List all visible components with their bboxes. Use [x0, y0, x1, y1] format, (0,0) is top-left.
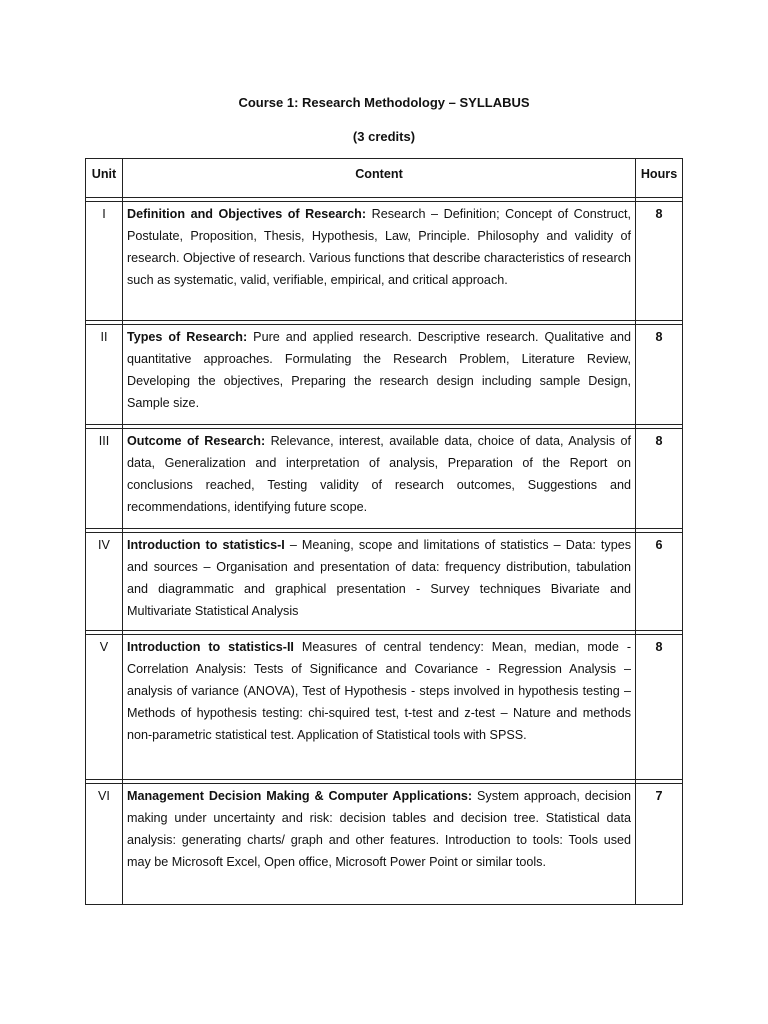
- unit-cell: III: [86, 429, 123, 529]
- content-heading: Management Decision Making & Computer Applications:: [126, 789, 473, 803]
- table-row: [86, 784, 683, 905]
- table-row: [86, 325, 683, 425]
- hours-cell: 8: [636, 429, 683, 529]
- table-header-row: [86, 159, 683, 198]
- syllabus-table: [85, 158, 683, 905]
- content-text: System approach, decision making under uncertainty and risk: decision tables and decision tree. Statistical data analysis: generating charts/ graph and other features. Introduction to tools: Tools used may be Microsoft Excel, Open office, Microsoft Power Point or similar tools.: [126, 789, 632, 869]
- hours-column-header: Hours: [636, 159, 683, 198]
- content-text: Relevance, interest, available data, choice of data, Analysis of data, Generalization and interpretation of analysis, Preparation of the Report on conclusions reached, Testing validity of research outcomes, Suggestions and recommendations, identifying future scope.: [126, 434, 632, 514]
- unit-cell: IV: [86, 533, 123, 631]
- content-cell: [122, 325, 635, 425]
- table-row: [86, 533, 683, 631]
- page-title: Course 1: Research Methodology – SYLLABUS: [238, 95, 530, 110]
- hours-cell: 7: [636, 784, 683, 905]
- table-row: [86, 429, 683, 529]
- content-text: Pure and applied research. Descriptive research. Qualitative and quantitative approaches. Formulating the Research Problem, Literature Review, Developing the objectives, Preparing the research design including sample Design, Sample size.: [126, 330, 632, 410]
- content-heading: Introduction to statistics-I: [126, 538, 285, 552]
- unit-column-header: Unit: [86, 159, 123, 198]
- unit-cell: V: [86, 635, 123, 780]
- content-text: Research – Definition; Concept of Construct, Postulate, Proposition, Thesis, Hypothesis, Law, Principle. Philosophy and validity of research. Objective of research. Various functions that describe characteristics of research such as systematic, valid, verifiable, empirical, and critical approach.: [126, 207, 632, 287]
- content-column-header: Content: [122, 159, 635, 198]
- hours-cell: 8: [636, 325, 683, 425]
- hours-cell: 8: [636, 202, 683, 321]
- table-row: [86, 202, 683, 321]
- unit-cell: II: [86, 325, 123, 425]
- hours-cell: 8: [636, 635, 683, 780]
- content-text: – Meaning, scope and limitations of statistics – Data: types and sources – Organisation and presentation of data: frequency distribution, tabulation and diagrammatic and graphical presentation - Survey techniques Bivariate and Multivariate Statistical Analysis: [126, 538, 632, 618]
- content-heading: Outcome of Research:: [126, 434, 266, 448]
- hours-cell: 6: [636, 533, 683, 631]
- content-heading: Introduction to statistics-II: [126, 640, 294, 654]
- content-cell: [122, 533, 635, 631]
- content-cell: [122, 202, 635, 321]
- credits-label: (3 credits): [352, 129, 416, 144]
- content-cell: [122, 635, 635, 780]
- content-text: Measures of central tendency: Mean, median, mode - Correlation Analysis: Tests of Significance and Covariance - Regression Analysis – analysis of variance (ANOVA), Test of Hypothesis - steps involved in hypothesis testing – Methods of hypothesis testing: chi-squired test, t-test and z-test – Nature and methods non-parametric statistical test. Application of Statistical tools with SPSS.: [126, 640, 632, 742]
- content-cell: [122, 429, 635, 529]
- table-row: [86, 635, 683, 780]
- content-heading: Definition and Objectives of Research:: [126, 207, 367, 221]
- unit-cell: I: [86, 202, 123, 321]
- content-heading: Types of Research:: [126, 330, 248, 344]
- content-cell: [122, 784, 635, 905]
- unit-cell: VI: [86, 784, 123, 905]
